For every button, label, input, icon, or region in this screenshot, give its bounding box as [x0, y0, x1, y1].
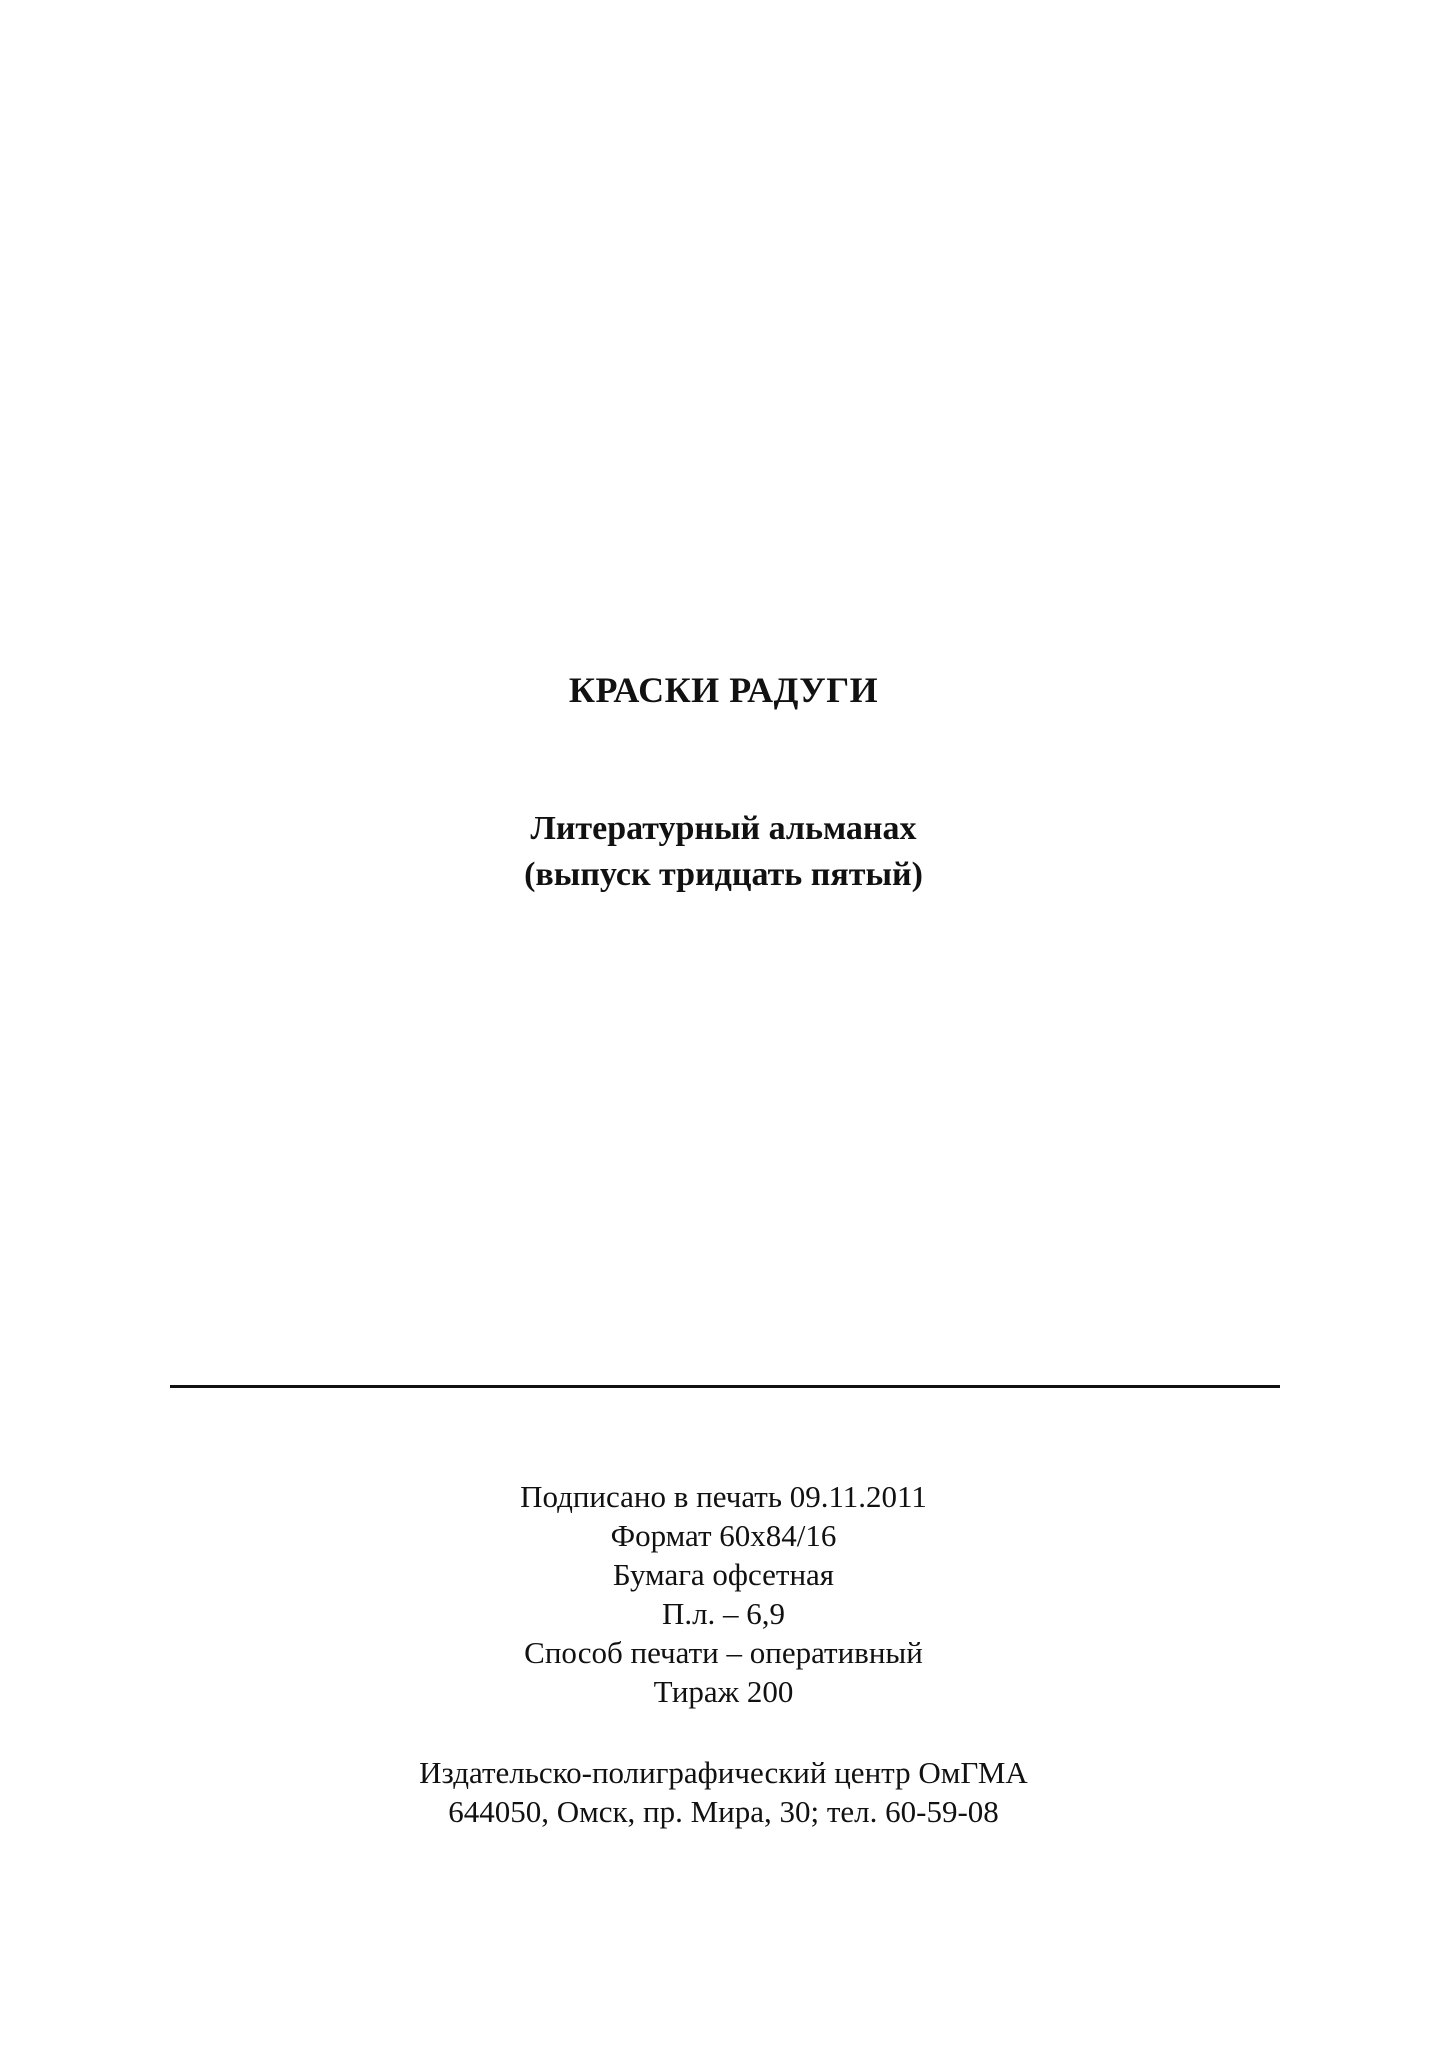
horizontal-divider	[170, 1385, 1280, 1388]
imprint-format: Формат 60х84/16	[610, 1518, 837, 1553]
imprint-paper: Бумага офсетная	[612, 1557, 835, 1592]
imprint-signed-date: Подписано в печать 09.11.2011	[520, 1479, 927, 1514]
imprint-print-run: Тираж 200	[653, 1674, 794, 1709]
imprint-sheets: П.л. – 6,9	[661, 1596, 786, 1631]
publisher-name: Издательско-полиграфический центр ОмГМА	[419, 1755, 1028, 1790]
publisher-block	[0, 1753, 1447, 1831]
publisher-address: 644050, Омск, пр. Мира, 30; тел. 60-59-08	[448, 1794, 999, 1829]
subtitle-block	[0, 806, 1447, 898]
subtitle-line-2: (выпуск тридцать пятый)	[524, 856, 923, 893]
subtitle-line-1: Литературный альманах	[530, 810, 917, 847]
page-title: КРАСКИ РАДУГИ	[568, 670, 879, 710]
imprint-block	[0, 1477, 1447, 1711]
imprint-print-method: Способ печати – оперативный	[524, 1635, 923, 1670]
